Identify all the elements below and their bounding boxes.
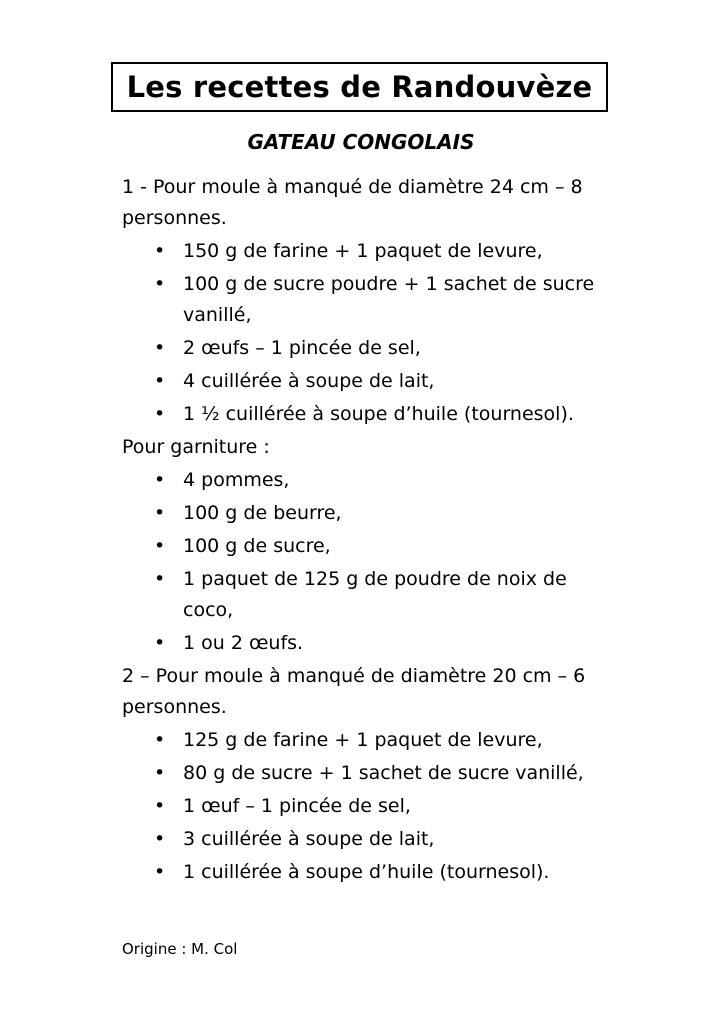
ingredient-item: • 4 pommes, [122, 465, 602, 496]
recipe-name: GATEAU CONGOLAIS [247, 130, 475, 154]
ingredient-item: • 100 g de beurre, [122, 498, 602, 529]
garniture-ingredients [122, 465, 602, 659]
ingredient-item: • 4 cuillérée à soupe de lait, [122, 366, 602, 397]
ingredient-item: • 2 œufs – 1 pincée de sel, [122, 333, 602, 364]
section2-intro: 2 – Pour moule à manqué de diamètre 20 cm – 6 personnes. [122, 665, 586, 718]
page-title: Les recettes de Randouvèze [126, 70, 593, 104]
ingredient-item: • 150 g de farine + 1 paquet de levure, [122, 236, 602, 267]
ingredient-item: • 125 g de farine + 1 paquet de levure, [122, 725, 602, 756]
ingredient-item: • 1 paquet de 125 g de poudre de noix de coco, [122, 564, 602, 626]
ingredient-item: • 1 cuillérée à soupe d’huile (tournesol). [122, 857, 602, 888]
ingredient-item: • 1 œuf – 1 pincée de sel, [122, 791, 602, 822]
ingredient-item: • 100 g de sucre poudre + 1 sachet de sucre vanillé, [122, 269, 602, 331]
ingredient-item: • 3 cuillérée à soupe de lait, [122, 824, 602, 855]
section1-ingredients [122, 236, 602, 430]
section2-ingredients [122, 725, 602, 888]
ingredient-item: • 100 g de sucre, [122, 531, 602, 562]
ingredient-item: • 1 ½ cuillérée à soupe d’huile (tournesol). [122, 399, 602, 430]
section1-intro: 1 - Pour moule à manqué de diamètre 24 cm – 8 personnes. [122, 176, 583, 229]
recipe-content [122, 172, 602, 890]
garniture-intro: Pour garniture : [122, 436, 270, 458]
ingredient-item: • 80 g de sucre + 1 sachet de sucre vanillé, [122, 758, 602, 789]
origin-credit: Origine : M. Col [122, 940, 238, 958]
title-box [111, 62, 608, 112]
ingredient-item: • 1 ou 2 œufs. [122, 628, 602, 659]
